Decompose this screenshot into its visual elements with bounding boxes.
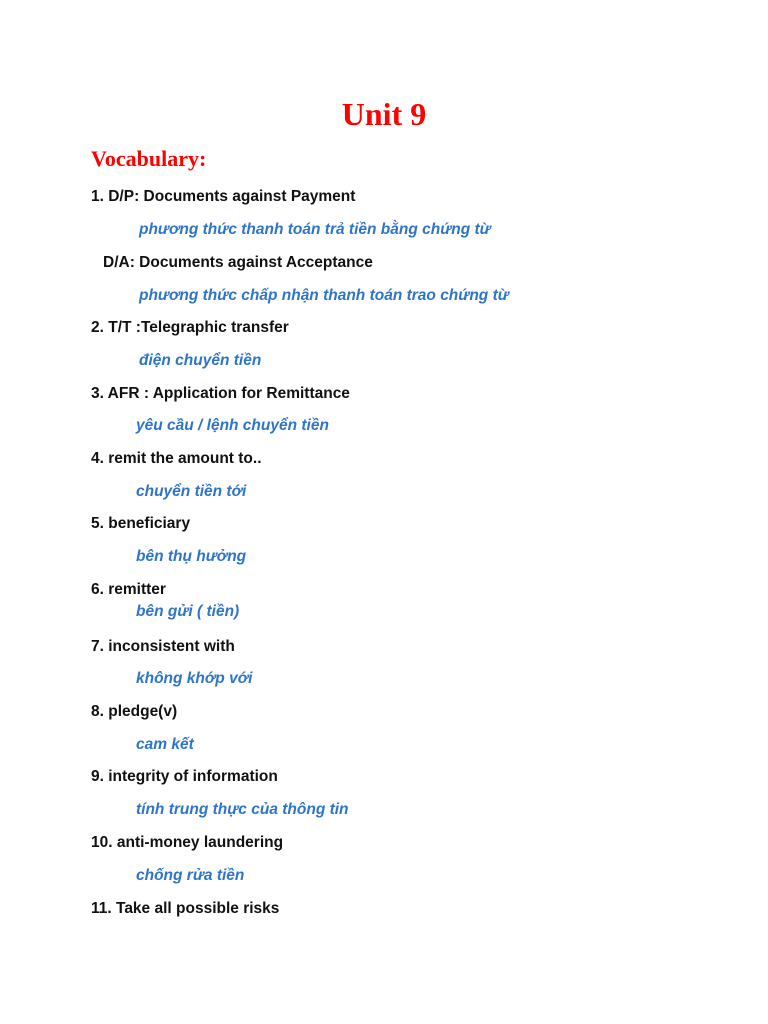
vocab-term-2: 2. T/T :Telegraphic transfer	[91, 319, 289, 336]
vocab-term-4: 4. remit the amount to..	[91, 450, 262, 467]
vocab-term-6: 6. remitter	[91, 581, 166, 598]
vocab-meaning-3: yêu cầu / lệnh chuyển tiền	[136, 417, 329, 434]
vocab-term-11: 11. Take all possible risks	[91, 900, 280, 917]
vocab-term-3: 3. AFR : Application for Remittance	[91, 385, 350, 402]
vocab-term-7: 7. inconsistent with	[91, 638, 235, 655]
vocab-meaning-5: bên thụ hưởng	[136, 548, 247, 565]
section-heading: Vocabulary:	[91, 146, 207, 171]
vocab-term-9: 9. integrity of information	[91, 768, 278, 785]
vocab-term-1: 1. D/P: Documents against Payment	[91, 188, 356, 205]
vocab-term-8: 8. pledge(v)	[91, 703, 178, 720]
vocab-meaning-1b: phương thức chấp nhận thanh toán trao chứng từ	[139, 287, 509, 304]
vocab-meaning-7: không khớp với	[136, 670, 253, 687]
vocab-term-10: 10. anti-money laundering	[91, 834, 284, 851]
vocab-term-5: 5. beneficiary	[91, 515, 191, 532]
vocab-meaning-2: điện chuyển tiền	[139, 352, 262, 369]
vocab-meaning-4: chuyển tiền tới	[136, 483, 247, 500]
page-title: Unit 9	[341, 96, 427, 132]
vocab-meaning-8: cam kết	[136, 736, 194, 753]
vocab-meaning-10: chống rửa tiền	[136, 867, 245, 884]
vocab-meaning-9: tính trung thực của thông tin	[136, 801, 349, 818]
vocab-meaning-6: bên gửi ( tiền)	[136, 603, 240, 620]
vocab-term-1b: D/A: Documents against Acceptance	[103, 254, 373, 271]
vocab-meaning-1: phương thức thanh toán trả tiền bằng chứng từ	[139, 221, 491, 238]
